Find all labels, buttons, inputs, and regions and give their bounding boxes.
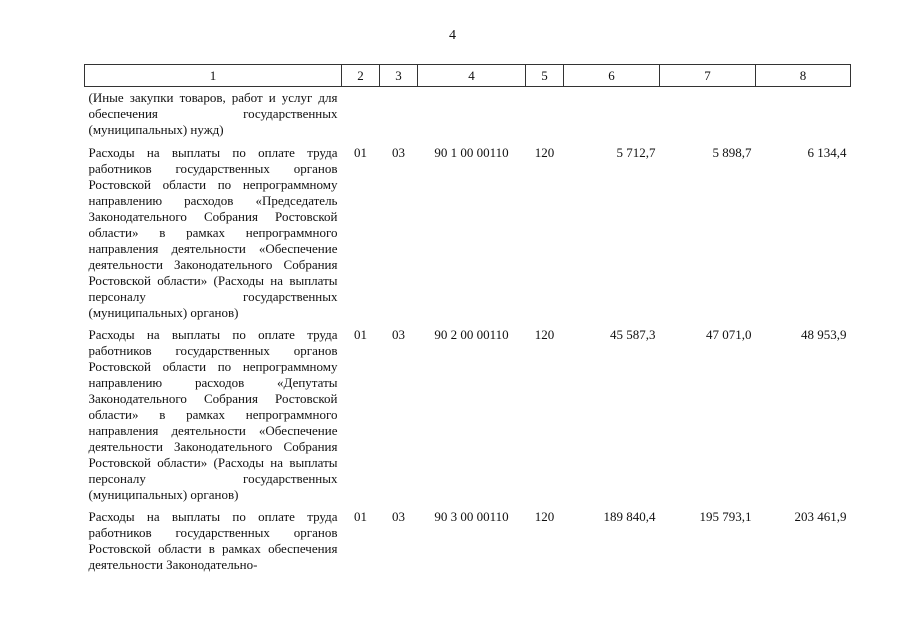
header-col-4: 4 — [418, 65, 526, 87]
header-col-6: 6 — [564, 65, 660, 87]
page-number: 4 — [449, 28, 456, 43]
header-col-7: 7 — [660, 65, 756, 87]
header-col-3: 3 — [380, 65, 418, 87]
row-amount-col7: 195 793,1 — [699, 509, 752, 524]
row-section: 01 — [354, 327, 367, 342]
row-description: Расходы на выплаты по оплате труда работников государственных органов Ростовской области по непрограммному направлению расходов «Председатель Законодательного Собрания Ростовской области» в рамках непрограммного направления деятельности «Обеспечение деятельности Законодательного Собрания Ростовской области» (Расходы на выплаты персоналу государственных (муниципальных) органов) — [88, 145, 338, 320]
row-expense-type: 120 — [534, 145, 555, 160]
row-description: Расходы на выплаты по оплате труда работников государственных органов Ростовской области по непрограммному направлению расходов «Депутаты Законодательного Собрания Ростовской области» в рамках непрограммного направления деятельности «Обеспечение деятельности Законодательного Собрания Ростовской области» (Расходы на выплаты персоналу государственных (муниципальных) органов) — [88, 327, 338, 502]
table-row — [85, 325, 851, 507]
row-section: 01 — [354, 509, 367, 524]
row-expense-type: 120 — [534, 327, 555, 342]
row-subsection: 03 — [392, 145, 405, 160]
table-body — [85, 87, 851, 578]
header-col-5: 5 — [526, 65, 564, 87]
row-amount-col7: 5 898,7 — [712, 145, 752, 160]
row-subsection: 03 — [392, 509, 405, 524]
header-col-1: 1 — [85, 65, 342, 87]
row-amount-col6: 45 587,3 — [610, 327, 656, 342]
row-amount-col7: 47 071,0 — [706, 327, 752, 342]
table-row — [85, 507, 851, 577]
row-description: Расходы на выплаты по оплате труда работников государственных органов Ростовской области в рамках обеспечения деятельности Законодательно- — [88, 509, 338, 572]
row-amount-col6: 5 712,7 — [616, 145, 656, 160]
row-target-code: 90 3 00 00110 — [434, 509, 509, 524]
header-row — [85, 65, 851, 87]
row-amount-col8: 6 134,4 — [807, 145, 847, 160]
row-expense-type: 120 — [534, 509, 555, 524]
header-col-8: 8 — [756, 65, 851, 87]
table-row — [85, 143, 851, 325]
row-amount-col8: 48 953,9 — [801, 327, 847, 342]
row-target-code: 90 2 00 00110 — [434, 327, 509, 342]
row-subsection: 03 — [392, 327, 405, 342]
budget-table — [84, 64, 851, 577]
continuation-row — [85, 87, 851, 144]
row-target-code: 90 1 00 00110 — [434, 145, 509, 160]
row-amount-col8: 203 461,9 — [794, 509, 847, 524]
row-section: 01 — [354, 145, 367, 160]
continuation-text: (Иные закупки товаров, работ и услуг для обеспечения государственных (муниципальных) нужд) — [88, 90, 338, 137]
table-header — [85, 65, 851, 87]
row-amount-col6: 189 840,4 — [603, 509, 656, 524]
header-col-2: 2 — [342, 65, 380, 87]
